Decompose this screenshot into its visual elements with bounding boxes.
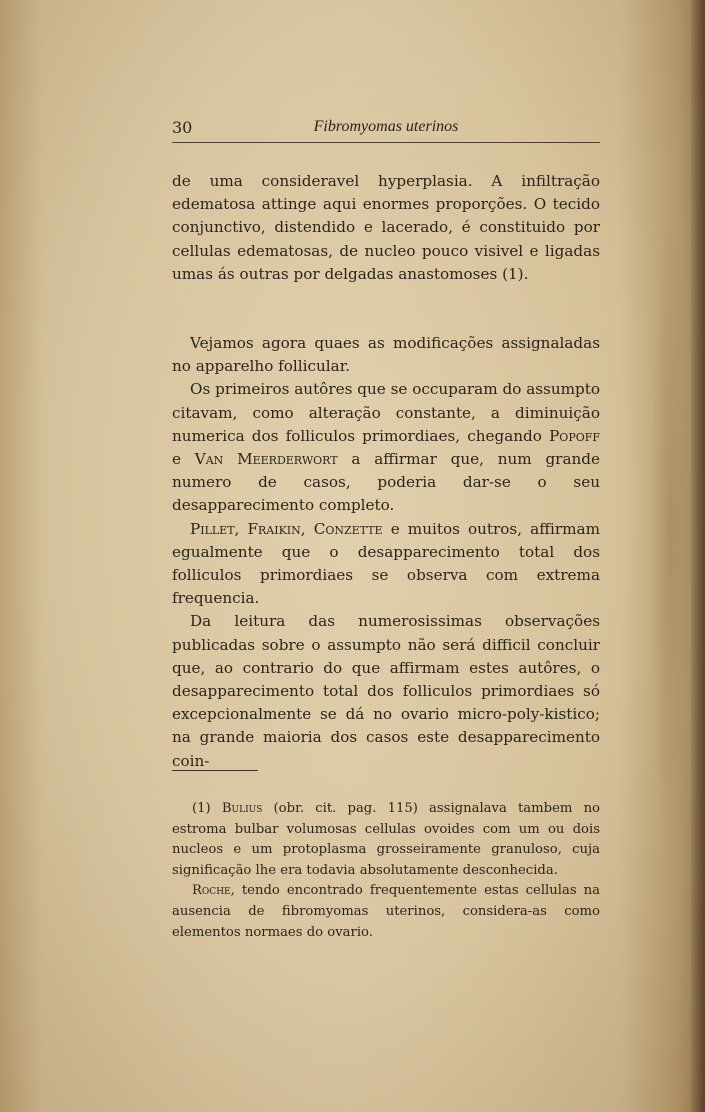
footnote-rule [172, 770, 258, 771]
author-popoff: Popoff [549, 426, 600, 445]
author-roche: Roche [192, 883, 231, 899]
author-bulius: Bulius [221, 801, 263, 816]
footnote-1-text: (obr. cit. pag. 115) assignalava tambem no estroma bulbar volumosas cellulas ovoides com um ou dois nucleos e um protoplasma grosseiramente granuloso, cuja significação lhe era todavia absolutamente desconhecida. [172, 801, 600, 878]
paragraph-1: de uma consideravel hyperplasia. A infiltração edematosa attinge aqui enormes proporções. O tecido conjunctivo, distendido e lacerado, é constituido por cellulas edematosas, de nucleo pouco visivel e ligadas umas ás outras por delgadas anastomoses (1). [172, 172, 600, 283]
author-van-meerderwort: Van Meerderwort [194, 450, 338, 469]
paragraph-5: Da leitura das numerosissimas observações publicadas sobre o assumpto não será difficil concluir que, ao contrario do que affirmam estes autôres, o desapparecimento total dos folliculos primordiaes só excepcionalmente se dá no ovario micro-poly-kistico; na grande maioria dos casos este desapparecimento coin- [172, 612, 600, 770]
footnotes [172, 799, 600, 943]
footnote-2-text: , tendo encontrado frequentemente estas cellulas na ausencia de fibromyomas uterinos, considera-as como elementos normaes do ovario. [172, 883, 600, 940]
paragraph-2: Vejamos agora quaes as modificações assignaladas no apparelho follicular. [172, 334, 600, 376]
page-edge-shadow [691, 0, 705, 1112]
running-title: Fibromyomas uterinos [313, 118, 459, 135]
running-header [172, 118, 600, 143]
footnote-1 [172, 799, 600, 881]
footnote-2 [172, 881, 600, 943]
paragraph-3 [172, 378, 600, 517]
paragraph-continued [172, 170, 600, 286]
footnote-1-marker: (1) [192, 801, 222, 816]
paragraph-3-text-a: Os primeiros autôres que se occuparam do assumpto citavam, como alteração constante, a diminuição numerica dos folliculos primordiaes, chegando [172, 380, 600, 445]
paragraph-3-text-b: e [172, 450, 195, 469]
main-text-block [172, 332, 600, 773]
paragraph-4-text: e muitos outros, affirmam egualmente que o desapparecimento total dos folliculos primordiaes se observa com extrema frequencia. [172, 519, 600, 608]
paragraph-4 [172, 518, 600, 611]
page-number: 30 [172, 118, 193, 137]
paragraph-3-text-c: a affirmar que, num grande numero de casos, poderia dar-se o seu desapparecimento completo. [172, 450, 600, 515]
paper-stain [650, 180, 690, 880]
authors-pillet-fraikin-conzette: Pillet, Fraikin, Conzette [190, 519, 383, 538]
